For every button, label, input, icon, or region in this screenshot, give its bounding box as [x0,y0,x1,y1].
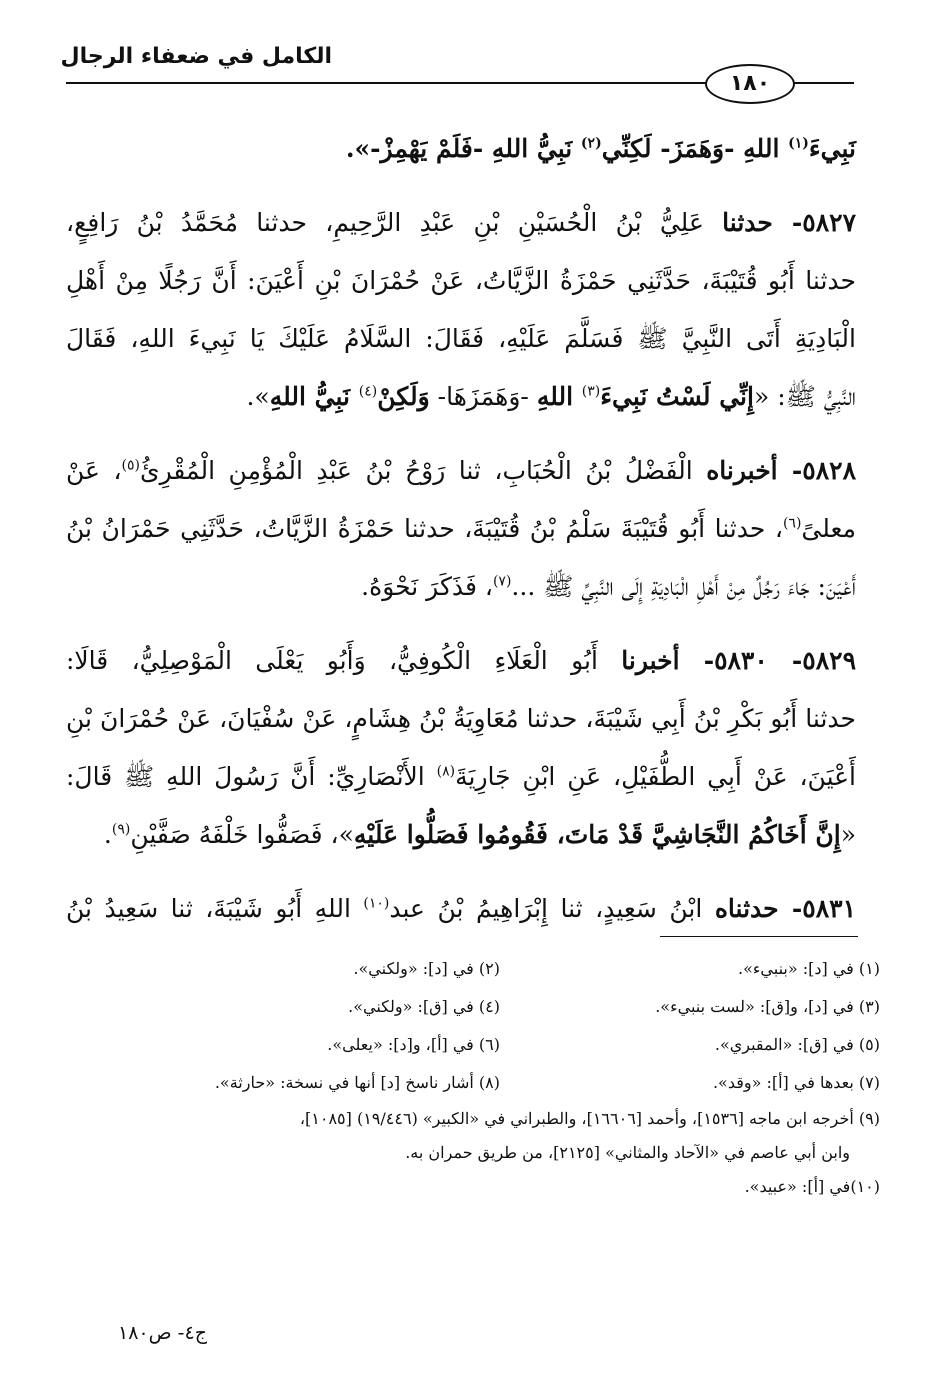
text-span: أَبُو الْعَلَاءِ الْكُوفِيُّ، وَأَبُو يَعْلَى الْمَوْصِلِيُّ، قَالَا: [66,646,622,675]
text-line [66,252,856,310]
footnote-ref: (٢) [580,135,602,152]
text-span: النَّبِيُّ ﷺ: « [753,382,856,411]
hadith-5828-heading [66,442,856,500]
footnote-3: (٣) في [د]، و[ق]: «لست بنبيء». [655,997,880,1016]
text-span: الْفَضْلُ بْنُ الْحُبَابِ، ثنا رَوْحُ بْنُ عَبْدِ الْمُؤْمِنِ الْمُقْرِئُ [140,456,707,485]
hadith-5831-heading [66,880,856,938]
footnote-9: (٩) أخرجه ابن ماجه [١٥٣٦]، وأحمد [١٦٦٠٦]، والطبراني في «الكبير» (١٩/٤٤٦) [١٠٨٥]، [299,1109,880,1128]
text-span: حدثنا أَبُو قُتَيْبَةَ، حَدَّثَنِي حَمْزَةُ الزَّيَّاتُ، عَنْ حُمْرَانَ بْنِ أَعْيَنَ: أَنَّ رَجُلًا مِنْ أَهْلِ [66,266,856,295]
footnote-ref: (٤) [358,383,378,400]
text-span: الأَنْصَارِيِّ: أَنَّ رَسُولَ اللهِ ﷺ قَالَ: [66,762,437,791]
text-span: الْبَادِيَةِ أَتَى النَّبِيَّ ﷺ فَسَلَّمَ عَلَيْهِ، فَقَالَ: السَّلَامُ عَلَيْكَ يَا نَبِيءَ اللهِ، فَقَالَ [66,324,856,353]
text-span: نَبِيُّ اللهِ -فَلَمْ يَهْمِزْ-». [345,134,581,163]
text-span: عَلِيُّ بْنُ الْحُسَيْنِ بْنِ عَبْدِ الرَّحِيمِ، حدثنا مُحَمَّدُ بْنُ رَافِعٍ، [66,208,723,237]
main-text [66,120,856,938]
text-span: ، حدثنا أَبُو قُتَيْبَةَ سَلْمُ بْنُ قُتَيْبَةَ، حدثنا حَمْزَةُ الزَّيَّاتُ، حَدَّثَنِي حَمْرَانُ بْنُ [66,514,783,543]
text-span: حدثنا أَبُو بَكْرِ بْنُ أَبِي شَيْبَةَ، حدثنا مُعَاوِيَةُ بْنُ هِشَامٍ، عَنْ سُفْيَانَ، عَنْ حُمْرَانَ بْنِ [66,704,856,733]
page-number: ١٨٠ [729,71,771,96]
footnote-ref: (١٠) [363,895,390,912]
text-span: »، فَصَفُّوا خَلْفَهُ صَفَّيْنِ [130,820,354,849]
text-span: . [103,820,112,849]
hadith-5829-heading [66,632,856,690]
prophetic-text: إِنِّي لَسْتُ نَبِيءَ [600,382,754,411]
footnote-8: (٨) أشار ناسخ [د] أنها في نسخة: «حارثة». [214,1073,500,1092]
footnote-2: (٢) في [د]: «ولكني». [353,959,500,978]
text-span: معلىً [801,514,856,543]
footnote-10: (١٠)في [أ]: «عبيد». [744,1177,880,1196]
text-span: ». [246,382,270,411]
footnote-7: (٧) بعدها في [أ]: «وقد». [712,1073,880,1092]
hadith-keyword: حدثناه [714,894,779,923]
text-span: أَعْيَنَ، عَنْ أَبِي الطُّفَيْلِ، عَنِ ابْنِ جَارِيَةَ [455,762,856,791]
text-line [66,806,856,864]
hadith-keyword: حدثنا [722,208,773,237]
prophetic-text: اللهِ [536,382,582,411]
hadith-number: ٥٨٢٨- [777,456,856,485]
text-line [66,368,856,426]
footnote-ref: (٨) [436,763,456,780]
footnotes [80,950,880,1204]
running-header-title: الكامل في ضعفاء الرجال [60,44,332,69]
hadith-number: ٥٨٣١- [778,894,856,923]
text-line [66,500,856,558]
text-line [66,120,856,178]
text-span: « [840,820,856,849]
text-span: أَعْيَنَ: جَاءَ رَجُلٌ مِنْ أَهْلِ الْبَادِيَةِ إِلَى النَّبِيِّ ﷺ ... [511,572,856,601]
footnote-ref: (٥) [121,457,140,474]
text-span: ، عَنْ [66,456,122,485]
text-span: اللهِ -وَهَمَزَ- لَكِنِّي [601,134,789,163]
hadith-number: ٥٨٢٧- [772,208,856,237]
footnote-ref: (٦) [782,515,802,532]
footnote-4: (٤) في [ق]: «ولكني». [348,997,500,1016]
prophetic-text: إِنَّ أَخَاكُمُ النَّجَاشِيَّ قَدْ مَاتَ، فَقُومُوا فَصَلُّوا عَلَيْهِ [353,820,841,849]
footnote-1: (١) في [د]: «بنبيء». [738,959,880,978]
text-line [66,690,856,748]
footnote-ref: (١) [788,135,809,152]
text-span: ابْنُ سَعِيدٍ، ثنا إِبْرَاهِيمُ بْنُ عبد [389,894,715,923]
footnote-ref: (٣) [581,383,601,400]
footnote-rule [660,936,858,937]
hadith-number: ٥٨٢٩- ٥٨٣٠- [679,646,856,675]
text-line [66,310,856,368]
prophetic-text: نَبِيُّ اللهِ [269,382,359,411]
footnote-ref: (٧) [492,573,512,590]
text-span: اللهِ أَبُو شَيْبَةَ، ثنا سَعِيدُ بْنُ [66,894,364,923]
hadith-keyword: أخبرنا [621,646,680,675]
page-number-oval [705,64,795,104]
footnote-5: (٥) في [ق]: «المقبري». [714,1035,880,1054]
text-span: نَبِيءَ [808,134,856,163]
prophetic-text: وَلَكِنْ [377,382,430,411]
text-line [66,558,856,616]
hadith-keyword: أخبرناه [706,456,778,485]
footnote-9-continued: وابن أبي عاصم في «الآحاد والمثاني» [٢١٢٥]، من طريق حمران به. [405,1143,850,1162]
text-line [66,748,856,806]
footnote-6: (٦) في [أ]، و[د]: «يعلى». [327,1035,500,1054]
footnote-ref: (٩) [111,821,131,838]
text-span: -وَهَمَزَهَا- [429,382,537,411]
text-span: ، فَذَكَرَ نَحْوَهُ. [361,572,493,601]
hadith-5827-heading [66,194,856,252]
volume-page-reference: ج٤- ص١٨٠ [118,1322,207,1344]
